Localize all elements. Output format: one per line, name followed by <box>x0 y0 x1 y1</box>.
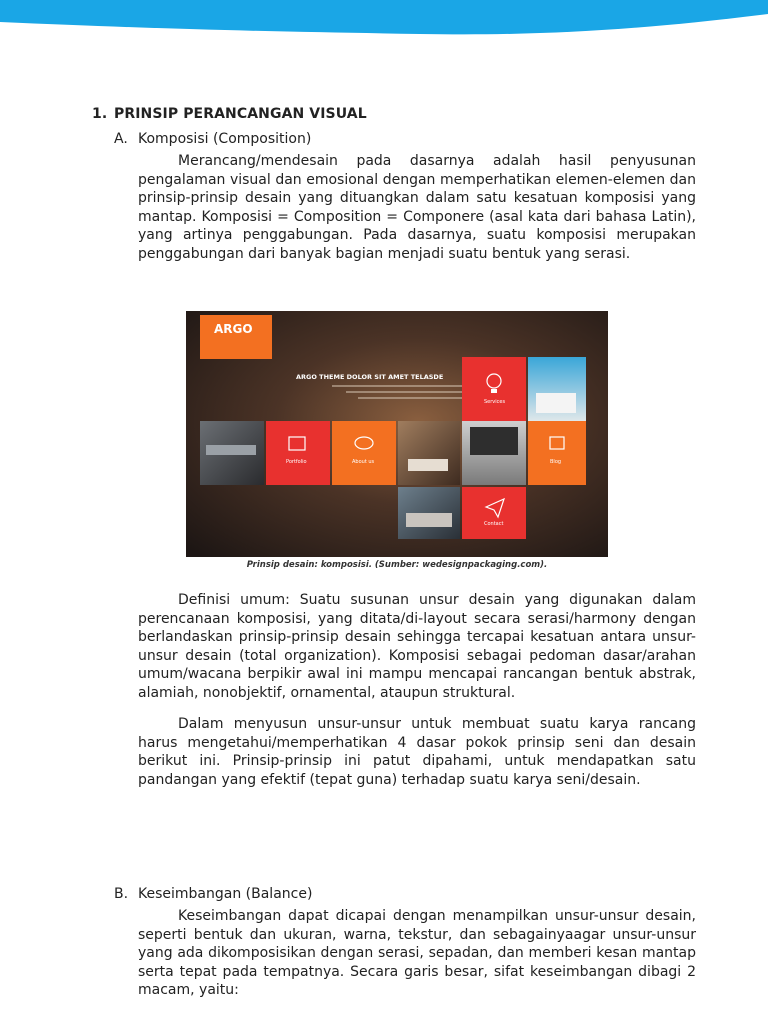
composition-figure <box>186 311 608 557</box>
tile-photo-living <box>398 421 460 485</box>
subsection-heading-composition <box>114 131 311 147</box>
composition-paragraph-3: Dalam menyusun unsur-unsur untuk membuat suatu karya rancang harus mengetahui/memperhatikan 4 dasar pokok prinsip seni dan desain berikut ini. Prinsip-prinsip ini patut dipahami, untuk mendapatkan satu pandangan yang efektif (tepat guna) terhadap suatu karya seni/desain. <box>138 716 696 788</box>
tile-portfolio-label: Portfolio <box>286 459 307 465</box>
composition-paragraph-2: Definisi umum: Suatu susunan unsur desain yang digunakan dalam perencanaan komposisi, yang ditata/di-layout secara serasi/harmony dengan berlandaskan prinsip-prinsip desain sehingga tercapai kesatuan antara unsur-unsur desain (total organization). Komposisi sebagai pedoman dasar/arahan umum/wacana berpikir awal ini mampu mencapai rancangan bentuk abstrak, alamiah, nonobjektif, ornamental, ataupun struktural. <box>138 592 696 701</box>
tile-about <box>332 421 396 485</box>
figure-headline: ARGO THEME DOLOR SIT AMET TELASDE <box>296 373 444 381</box>
subsection-letter: B. <box>114 886 129 902</box>
section-heading <box>92 106 367 122</box>
composition-paragraph-1: Merancang/mendesain pada dasarnya adalah hasil penyusunan pengalaman visual dan emosional dengan memperhatikan elemen-elemen dan prinsip-prinsip desain yang dituangkan dalam satu kesatuan komposisi yang mantap. Komposisi = Composition = Componere (asal kata dari bahasa Latin), yang artinya penggabungan. Pada dasarnya, suatu komposisi merupakan penggabungan dari banyak bagian menjadi suatu bentuk yang serasi. <box>138 153 696 262</box>
section-number: 1. <box>92 106 108 122</box>
subsection-title: Keseimbangan (Balance) <box>138 886 313 902</box>
subsection-heading-balance <box>114 886 312 902</box>
subsection-title: Komposisi (Composition) <box>138 131 312 147</box>
tile-contact <box>462 487 526 539</box>
balance-paragraph-1: Keseimbangan dapat dicapai dengan menampilkan unsur-unsur desain, seperti bentuk dan ukuran, warna, tekstur, dan sebagainyaagar unsur-unsur yang ada dikomposisikan dengan serasi, sepadan, dan memberi kesan mantap serta tepat pada tempatnya. Secara garis besar, sifat keseimbangan dibagi 2 macam, yaitu: <box>138 908 696 999</box>
tile-portfolio <box>266 421 330 485</box>
tile-about-label: About us <box>352 459 375 465</box>
tile-contact-label: Contact <box>484 521 504 527</box>
tile-blog <box>528 421 586 485</box>
tile-blog-label: Blog <box>550 459 562 465</box>
tile-services-label: Services <box>484 399 506 405</box>
subsection-letter: A. <box>114 131 128 147</box>
figure-image <box>186 311 608 557</box>
argo-logo-text: ARGO <box>214 322 253 336</box>
header-wave-decoration <box>0 0 768 40</box>
figure-caption: Prinsip desain: komposisi. (Sumber: wedesignpackaging.com). <box>246 560 548 570</box>
section-title: PRINSIP PERANCANGAN VISUAL <box>114 106 367 122</box>
